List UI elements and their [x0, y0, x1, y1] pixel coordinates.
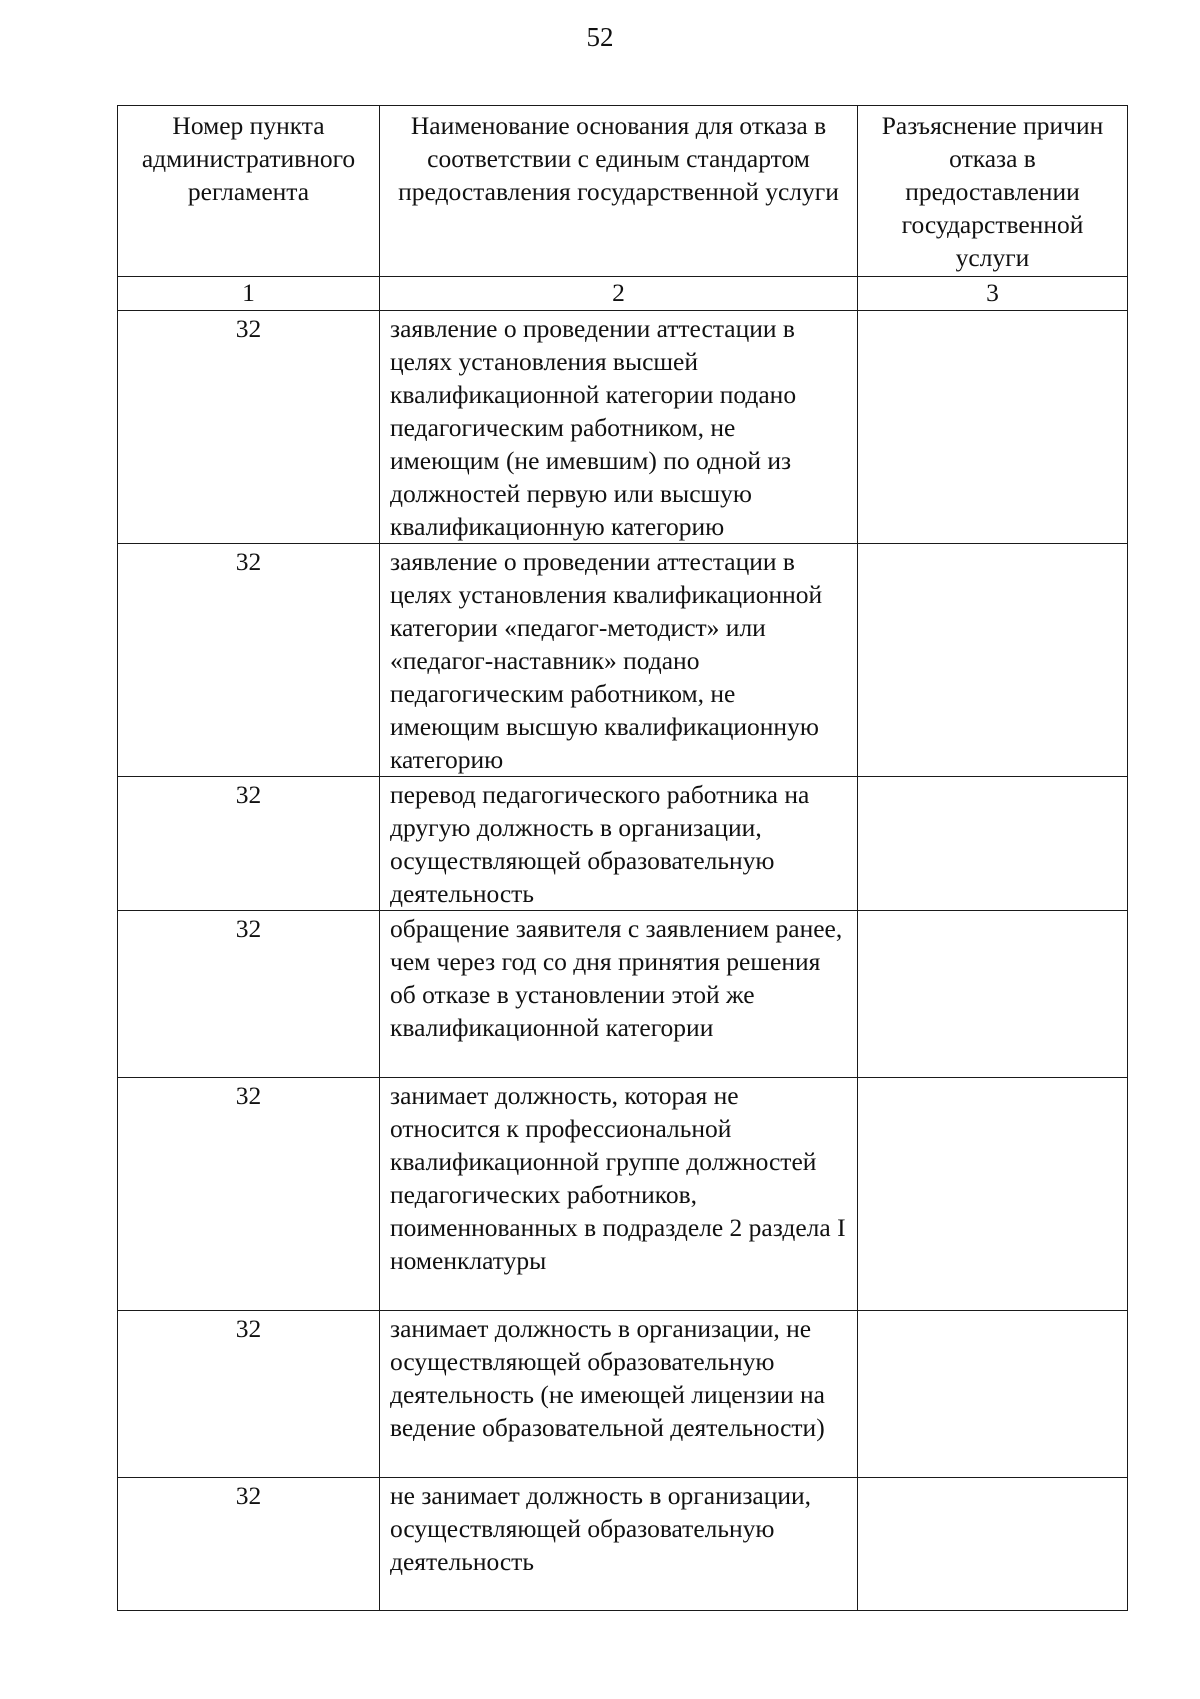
regulation-point: 32 [118, 1478, 380, 1611]
refusal-grounds-table [117, 105, 1128, 1611]
refusal-explanation [858, 777, 1128, 911]
regulation-point: 32 [118, 911, 380, 1078]
refusal-explanation [858, 911, 1128, 1078]
header-refusal-explanation: Разъяснение причин отказа в предоставлении государственной услуги [858, 106, 1128, 277]
refusal-explanation [858, 1311, 1128, 1478]
regulation-point: 32 [118, 544, 380, 777]
page-number: 52 [586, 22, 614, 52]
table-row [118, 544, 1128, 777]
column-number: 2 [380, 277, 858, 311]
regulation-point: 32 [118, 1078, 380, 1311]
regulation-point: 32 [118, 1311, 380, 1478]
table-row [118, 311, 1128, 544]
column-number: 1 [118, 277, 380, 311]
column-number: 3 [858, 277, 1128, 311]
refusal-explanation [858, 311, 1128, 544]
refusal-ground: обращение заявителя с заявлением ранее, чем через год со дня принятия решения об отказе в установлении этой же квалификационной категории [380, 911, 858, 1078]
refusal-ground: занимает должность в организации, не осуществляющей образовательную деятельность (не имеющей лицензии на ведение образовательной деятельности) [380, 1311, 858, 1478]
table-row [118, 1078, 1128, 1311]
refusal-ground: не занимает должность в организации, осуществляющей образовательную деятельность [380, 1478, 858, 1611]
refusal-ground: занимает должность, которая не относится к профессиональной квалификационной группе должностей педагогических работников, поименнованных в подразделе 2 раздела I номенклатуры [380, 1078, 858, 1311]
column-number-row [118, 277, 1128, 311]
refusal-explanation [858, 1078, 1128, 1311]
table-row [118, 777, 1128, 911]
refusal-explanation [858, 1478, 1128, 1611]
refusal-ground: заявление о проведении аттестации в целях установления квалификационной категории «педагог-методист» или «педагог-наставник» подано педагогическим работником, не имеющим высшую квалификационную категорию [380, 544, 858, 777]
table-header-row [118, 106, 1128, 277]
regulation-point: 32 [118, 777, 380, 911]
table-row [118, 1478, 1128, 1611]
refusal-ground: заявление о проведении аттестации в целях установления высшей квалификационной категории подано педагогическим работником, не имеющим (не имевшим) по одной из должностей первую или высшую квалификационную категорию [380, 311, 858, 544]
header-refusal-ground: Наименование основания для отказа в соответствии с единым стандартом предоставления государственной услуги [380, 106, 858, 277]
refusal-explanation [858, 544, 1128, 777]
header-regulation-point: Номер пункта административного регламента [118, 106, 380, 277]
regulation-point: 32 [118, 311, 380, 544]
table-row [118, 1311, 1128, 1478]
refusal-ground: перевод педагогического работника на другую должность в организации, осуществляющей образовательную деятельность [380, 777, 858, 911]
table-row [118, 911, 1128, 1078]
